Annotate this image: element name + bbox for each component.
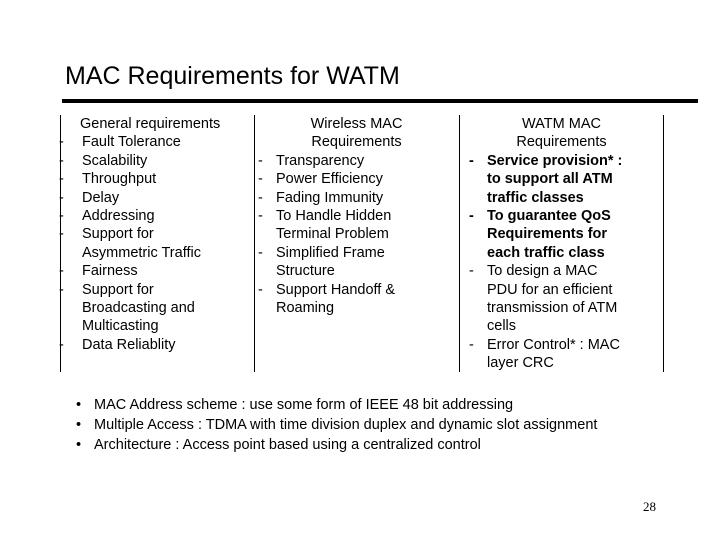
slide-title: MAC Requirements for WATM — [65, 62, 400, 90]
list-item-line: Multicasting — [82, 318, 159, 335]
dash-icon: - — [258, 281, 263, 298]
list-item-line: Broadcasting and — [82, 300, 195, 317]
list-item — [56, 281, 254, 336]
list-item-line: Support for — [82, 226, 154, 243]
list-item — [56, 170, 254, 188]
requirement-list — [56, 133, 254, 354]
list-item-line: Transparency — [276, 152, 365, 169]
list-item-line: Addressing — [82, 208, 155, 225]
list-item-line: Roaming — [276, 300, 335, 317]
dash-icon: - — [258, 244, 263, 261]
list-item — [56, 152, 254, 170]
list-item — [56, 207, 254, 225]
list-item-line: To guarantee QoS — [487, 208, 611, 225]
list-item-line: Support for — [82, 281, 154, 298]
list-item-line: Simplified Frame — [276, 244, 385, 261]
list-item-line: Fairness — [82, 263, 138, 280]
dash-icon: - — [469, 263, 474, 280]
bullet-text: Multiple Access : TDMA with time division duplex and dynamic slot assignment — [94, 417, 598, 433]
column-header-line: Wireless MAC — [310, 116, 403, 132]
bullet-item — [72, 435, 597, 455]
list-item — [56, 336, 254, 354]
dash-icon: - — [59, 263, 64, 280]
list-item-line: Terminal Problem — [276, 226, 389, 243]
list-item — [254, 281, 459, 318]
dash-icon: - — [469, 208, 474, 225]
list-item — [254, 207, 459, 244]
list-item — [459, 336, 664, 373]
column-watm-mac-requirements — [459, 115, 664, 372]
list-item — [56, 262, 254, 280]
list-item — [254, 170, 459, 188]
list-item — [56, 189, 254, 207]
dash-icon: - — [59, 336, 64, 353]
requirements-table — [56, 115, 664, 372]
list-item — [459, 152, 664, 207]
column-header — [254, 115, 459, 152]
list-item-line: layer CRC — [487, 355, 554, 372]
requirement-list — [459, 152, 664, 373]
dash-icon: - — [258, 189, 263, 206]
list-item-line: PDU for an efficient — [487, 281, 613, 298]
bullet-icon: • — [76, 417, 82, 433]
column-header-line: WATM MAC — [522, 116, 601, 132]
list-item-line: Error Control* : MAC — [487, 336, 620, 353]
bullet-item — [72, 415, 597, 435]
list-item — [56, 133, 254, 151]
list-item-line: Support Handoff & — [276, 281, 396, 298]
list-item-line: traffic classes — [487, 189, 584, 206]
list-item-line: Data Reliablity — [82, 336, 176, 353]
column-wireless-mac-requirements — [254, 115, 459, 372]
list-item-line: Fading Immunity — [276, 189, 384, 206]
dash-icon: - — [258, 171, 263, 188]
list-item-line: Power Efficiency — [276, 171, 383, 188]
dash-icon: - — [258, 152, 263, 169]
list-item-line: Requirements for — [487, 226, 608, 243]
dash-icon: - — [469, 336, 474, 353]
column-header — [56, 115, 254, 133]
list-item — [254, 244, 459, 281]
list-item — [459, 262, 664, 336]
summary-bullet-list — [72, 395, 597, 455]
column-header-line: Requirements — [516, 134, 607, 151]
list-item-line: to support all ATM — [487, 171, 613, 188]
list-item-line: Structure — [276, 263, 335, 280]
column-header-line: General requirements — [80, 116, 221, 132]
dash-icon: - — [59, 226, 64, 243]
list-item — [56, 225, 254, 262]
list-item — [459, 207, 664, 262]
column-header-line: Requirements — [311, 134, 402, 151]
column-general-requirements — [56, 115, 254, 372]
list-item-line: To Handle Hidden — [276, 208, 392, 225]
list-item-line: Asymmetric Traffic — [82, 244, 201, 261]
bullet-text: MAC Address scheme : use some form of IEEE 48 bit addressing — [94, 397, 514, 413]
list-item-line: Service provision* : — [487, 152, 623, 169]
bullet-text: Architecture : Access point based using a centralized control — [94, 437, 481, 453]
list-item-line: transmission of ATM — [487, 300, 618, 317]
list-item-line: Scalability — [82, 152, 148, 169]
title-underline — [62, 99, 698, 103]
list-item — [254, 189, 459, 207]
list-item-line: Delay — [82, 189, 120, 206]
dash-icon: - — [59, 134, 64, 151]
page-number: 28 — [643, 499, 656, 514]
dash-icon: - — [59, 171, 64, 188]
list-item-line: Fault Tolerance — [82, 134, 181, 151]
list-item-line: cells — [487, 318, 517, 335]
list-item-line: To design a MAC — [487, 263, 598, 280]
requirement-list — [254, 152, 459, 318]
list-item — [254, 152, 459, 170]
bullet-item — [72, 395, 597, 415]
list-item-line: Throughput — [82, 171, 157, 188]
dash-icon: - — [258, 208, 263, 225]
dash-icon: - — [59, 208, 64, 225]
dash-icon: - — [59, 281, 64, 298]
dash-icon: - — [59, 189, 64, 206]
bullet-icon: • — [76, 437, 82, 453]
column-header — [459, 115, 664, 152]
dash-icon: - — [59, 152, 64, 169]
list-item-line: each traffic class — [487, 244, 605, 261]
dash-icon: - — [469, 152, 474, 169]
bullet-icon: • — [76, 397, 82, 413]
